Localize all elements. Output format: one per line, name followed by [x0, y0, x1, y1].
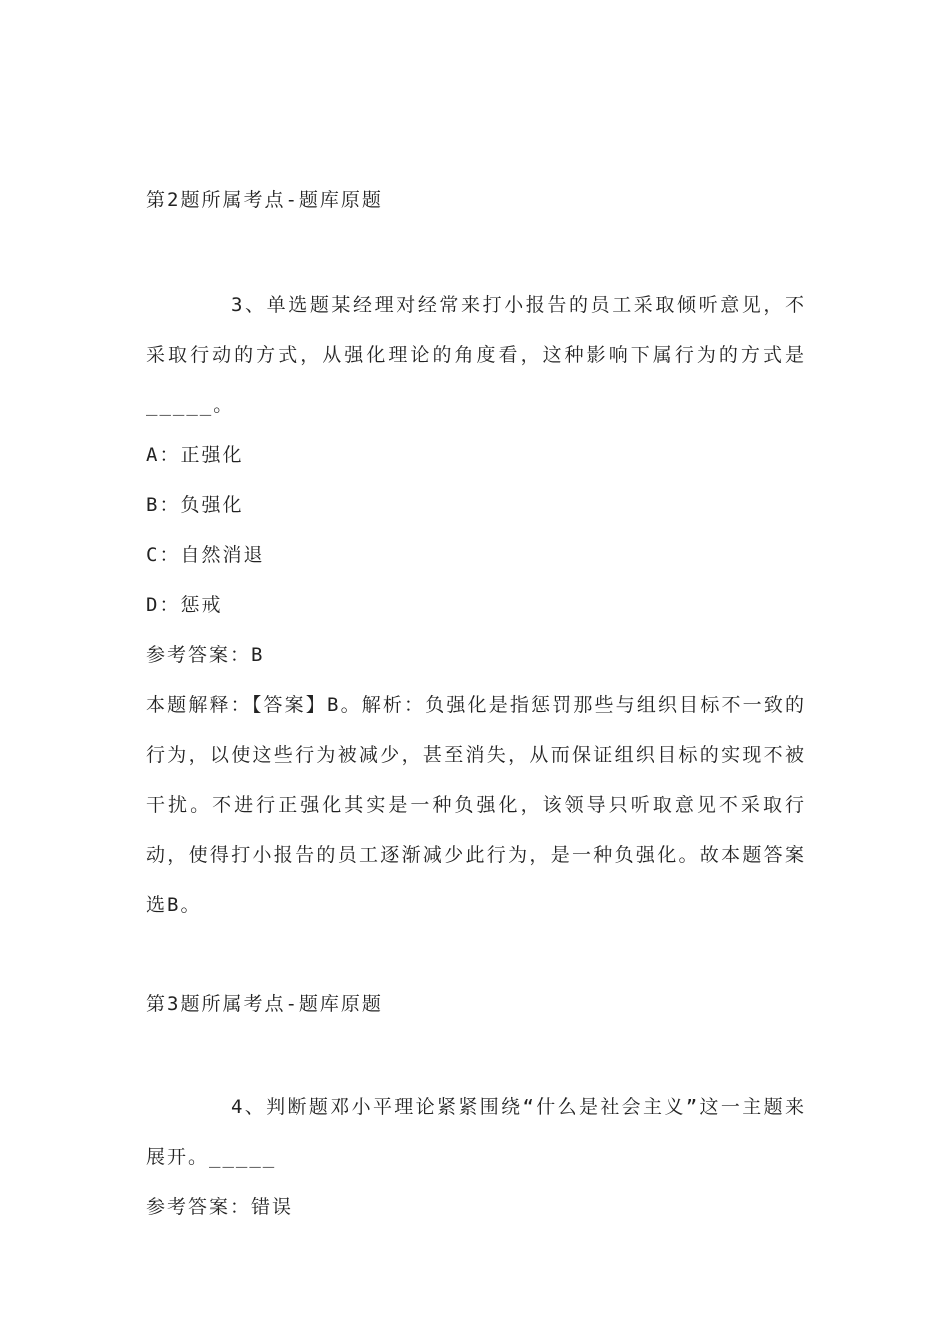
question-3-explanation: 本题解释：【答案】B。解析：负强化是指惩罚那些与组织目标不一致的行为，以使这些行为被减少，甚至消失，从而保证组织目标的实现不被干扰。不进行正强化其实是一种负强化，该领导只听取意见不采取行动，使得打小报告的员工逐渐减少此行为，是一种负强化。故本题答案选B。 — [146, 694, 806, 916]
question-4 — [146, 1082, 806, 1232]
option-c: C：自然消退 — [146, 544, 265, 566]
section-2-heading: 第2题所属考点-题库原题 — [146, 189, 383, 211]
question-4-answer: 参考答案：错误 — [146, 1196, 294, 1218]
spacer — [146, 1024, 806, 1082]
option-d: D：惩戒 — [146, 594, 223, 616]
option-a: A：正强化 — [146, 444, 244, 466]
document-content — [146, 180, 806, 1232]
question-3-answer: 参考答案：B — [146, 644, 265, 666]
spacer — [146, 220, 806, 280]
question-3 — [146, 280, 806, 930]
question-4-stem: 4、判断题邓小平理论紧紧围绕“什么是社会主义”这一主题来展开。_____ — [146, 1096, 806, 1168]
option-b: B：负强化 — [146, 494, 244, 516]
question-3-stem: 3、单选题某经理对经常来打小报告的员工采取倾听意见，不采取行动的方式，从强化理论的角度看，这种影响下属行为的方式是_____。 — [146, 294, 806, 416]
section-3-heading: 第3题所属考点-题库原题 — [146, 993, 383, 1015]
spacer — [146, 930, 806, 984]
